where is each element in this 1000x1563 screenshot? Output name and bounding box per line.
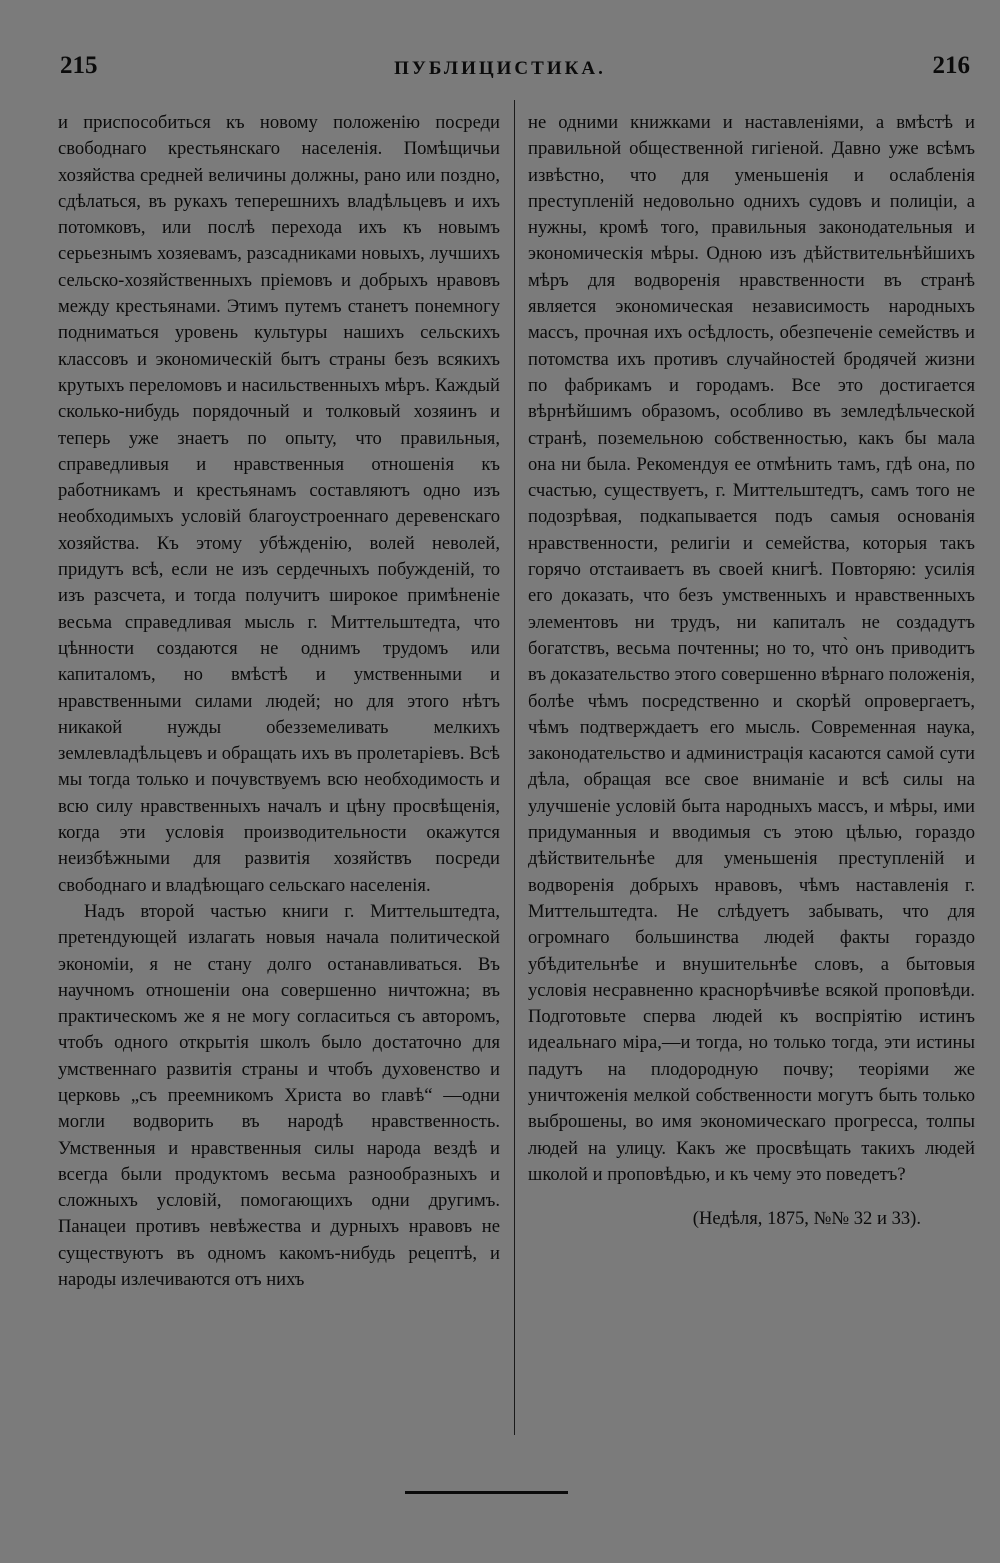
running-title: ПУБЛИЦИСТИКА.	[394, 58, 606, 79]
end-rule	[405, 1491, 568, 1494]
paragraph: не одними книжками и наставленіями, а вмѣстѣ и правильной общественной гигіеной. Давно уже всѣмъ извѣстно, что для уменьшенія и ослабленія преступленій недовольно однихъ судовъ и полиціи, а нужны, кромѣ того, правильныя законодательныя и экономическія мѣры. Одною изъ дѣйствительнѣйшихъ мѣръ для водворенія нравственности въ странѣ является экономическая независимость народныхъ массъ, прочная ихъ осѣдлость, обезпеченіе семействъ и потомства ихъ противъ случайностей бродячей жизни по фабрикамъ и городамъ. Все это достигается вѣрнѣйшимъ образомъ, особливо въ земледѣльческой странѣ, поземельною собственностью, какъ бы мала она ни была. Рекомендуя ее отмѣнить тамъ, гдѣ она, по счастью, существуетъ, г. Миттельштедтъ, самъ того не подозрѣвая, подкапывается подъ самыя основанія нравственности, религіи и семейства, которыя такъ горячо отстаиваетъ въ своей книгѣ. Повторяю: усилія его доказать, что безъ умственныхъ и нравственныхъ элементовъ ни трудъ, ни капиталъ не создадутъ богатствъ, весьма почтенны; но то, что̀ онъ приводитъ въ доказательство этого совершенно вѣрнаго положенія, болѣе чѣмъ посредственно и скорѣй опровергаетъ, чѣмъ подтверждаетъ его мысль. Современная наука, законодательство и администрація касаются самой сути дѣла, обращая все свое вниманіе и всѣ силы на улучшеніе условій быта народныхъ массъ, и мѣры, ими придуманныя и вводимыя съ этою цѣлью, гораздо дѣйствительнѣе для уменьшенія преступленій и водворенія добрыхъ нравовъ, чѣмъ наставленія г. Миттельштедта. Не слѣдуетъ забывать, что для огромнаго большинства людей факты гораздо убѣдительнѣе и внушительнѣе словъ, а бытовыя условія несравненно краснорѣчивѣе всякой проповѣди. Подготовьте сперва людей къ воспріятію истинъ идеальнаго міра,—и тогда, но только тогда, эти истины падутъ на плодородную почву; теоріями же уничтоженія мелкой собственности могутъ быть только выброшены, во имя экономическаго прогресса, толпы людей на улицу. Какъ же просвѣщать такихъ людей школой и проповѣдью, и къ чему это поведетъ?	[528, 112, 975, 1185]
page-number-right: 216	[932, 52, 970, 79]
paragraph: Надъ второй частью книги г. Миттельштедта, претендующей излагать новыя начала политической экономіи, я не стану долго останавливаться. Въ научномъ отношеніи она совершенно ничтожна; въ практическомъ же я не могу согласиться съ авторомъ, чтобъ одного открытія школъ было достаточно для умственнаго развитія страны и чтобъ духовенство и церковь „съ преемникомъ Христа во главѣ“ —одни могли водворить въ народѣ нравственность. Умственныя и нравственныя силы народа вездѣ и всегда были продуктомъ весьма разнообразныхъ и сложныхъ условій, помогающихъ одни другимъ. Панацеи противъ невѣжества и дурныхъ нравовъ не существуютъ въ одномъ какомъ-нибудь рецептѣ, и народы излечиваются отъ нихъ	[58, 900, 500, 1291]
source-citation: (Недѣля, 1875, №№ 32 и 33).	[692, 1208, 921, 1230]
paragraph: и приспособиться къ новому положенію посреди свободнаго крестьянскаго населенія. Помѣщичьи хозяйства средней величины должны, рано или поздно, сдѣлаться, въ рукахъ теперешнихъ владѣльцевъ и ихъ потомковъ, или послѣ перехода ихъ къ новымъ серьезнымъ хозяевамъ, разсадниками новыхъ, лучшихъ сельско-хозяйственныхъ пріемовъ и добрыхъ нравовъ между крестьянами. Этимъ путемъ станетъ понемногу подниматься уровень культуры нашихъ сельскихъ классовъ и экономическій бытъ страны безъ всякихъ крутыхъ переломовъ и насильственныхъ мѣръ. Каждый сколько-нибудь порядочный и толковый хозяинъ и теперь уже знаетъ по опыту, что правильныя, справедливыя и нравственныя отношенія къ работникамъ и крестьянамъ составляютъ одно изъ необходимыхъ условій благоустроеннаго деревенскаго хозяйства. Къ этому убѣжденію, волей неволей, придутъ всѣ, если не изъ сердечныхъ побужденій, то изъ разсчета, и тогда получитъ широкое примѣненіе весьма справедливая мысль г. Миттельштедта, что цѣнности создаются не однимъ трудомъ или капиталомъ, но вмѣстѣ и умственными и нравственными силами людей; но для этого нѣтъ никакой нужды обезземеливать мелкихъ землевладѣльцевъ и обращать ихъ въ пролетаріевъ. Всѣ мы тогда только и почувствуемъ всю необходимость и всю силу нравственныхъ началъ и цѣну просвѣщенія, когда эти условія производительности окажутся неизбѣжными для развитія хозяйствъ посреди свободнаго и владѣющаго сельскаго населенія.	[58, 112, 500, 896]
right-column	[528, 110, 975, 1232]
column-divider	[514, 100, 515, 1435]
page-number-left: 215	[60, 52, 98, 79]
left-column	[58, 110, 500, 1293]
